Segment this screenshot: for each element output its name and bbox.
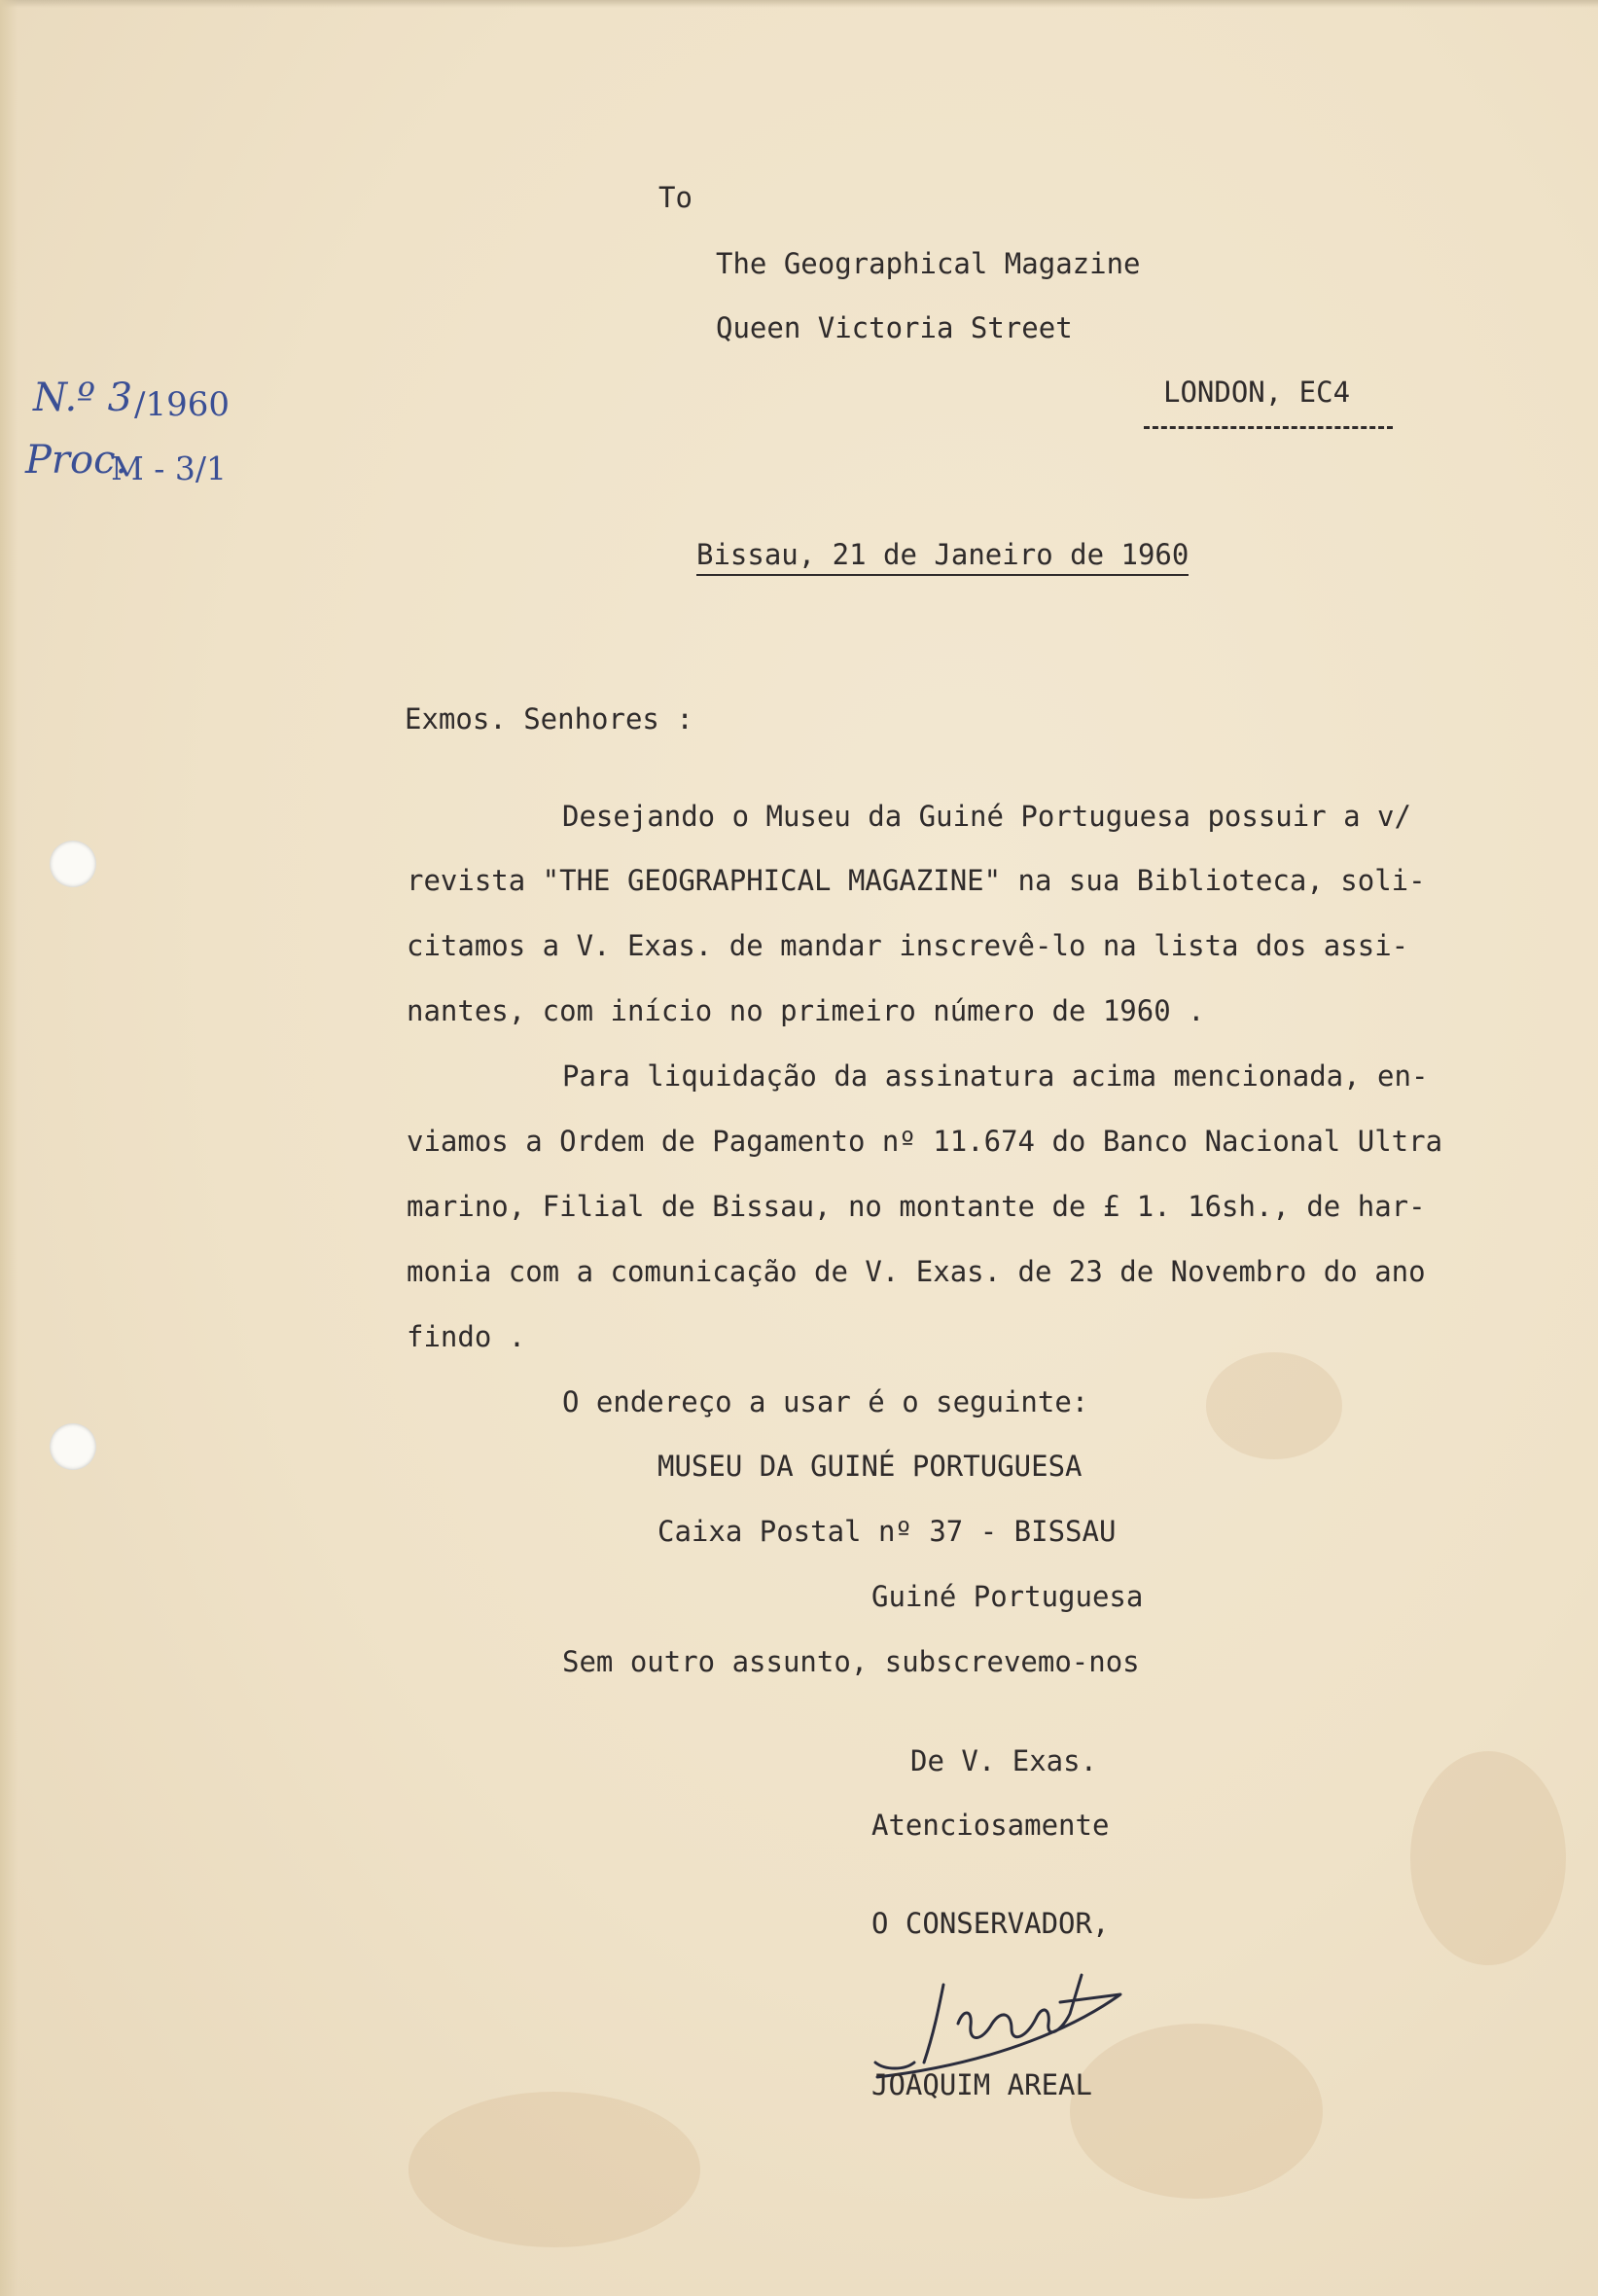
margin-note-year: /1960	[134, 385, 230, 424]
recipient-street: Queen Victoria Street	[716, 311, 1073, 344]
punch-hole-top	[50, 841, 96, 887]
paper-left-edge	[0, 0, 18, 2296]
signoff-line: De V. Exas.	[910, 1744, 1098, 1777]
city-dashed-underline	[1144, 426, 1393, 429]
recipient-to: To	[658, 181, 692, 214]
salutation: Exmos. Senhores :	[405, 702, 693, 735]
signoff-line: Atenciosamente	[871, 1809, 1110, 1842]
body-line: Desejando o Museu da Guiné Portuguesa possuir a v/	[562, 800, 1411, 833]
recipient-name: The Geographical Magazine	[716, 247, 1141, 280]
body-line: revista "THE GEOGRAPHICAL MAGAZINE" na sua Biblioteca, soli-	[407, 864, 1426, 897]
body-line: O endereço a usar é o seguinte:	[562, 1385, 1089, 1418]
paper-stain	[1206, 1352, 1342, 1459]
paper-stain	[1410, 1751, 1566, 1965]
body-line: citamos a V. Exas. de mandar inscrevê-lo na lista dos assi-	[407, 929, 1409, 962]
margin-note-number: N.º 3	[33, 376, 133, 420]
body-line: nantes, com início no primeiro número de 1960 .	[407, 994, 1205, 1027]
address-name: MUSEU DA GUINÉ PORTUGUESA	[657, 1450, 1083, 1483]
date-line: Bissau, 21 de Janeiro de 1960	[696, 538, 1189, 576]
body-line: monia com a comunicação de V. Exas. de 23 de Novembro do ano	[407, 1255, 1426, 1288]
paper-stain	[408, 2092, 700, 2247]
closing-line: Sem outro assunto, subscrevemo-nos	[562, 1645, 1140, 1678]
body-line: Para liquidação da assinatura acima mencionada, en-	[562, 1059, 1429, 1093]
address-country: Guiné Portuguesa	[871, 1580, 1144, 1613]
margin-note-reference: M - 3/1	[111, 449, 228, 487]
signatory-name: JOAQUIM AREAL	[871, 2068, 1092, 2101]
signoff-title: O CONSERVADOR,	[871, 1907, 1110, 1940]
punch-hole-bottom	[50, 1423, 96, 1470]
body-line: marino, Filial de Bissau, no montante de £ 1. 16sh., de har-	[407, 1190, 1426, 1223]
paper-top-edge	[0, 0, 1598, 8]
recipient-city: LONDON, EC4	[1163, 376, 1351, 409]
body-line: viamos a Ordem de Pagamento nº 11.674 do Banco Nacional Ultra	[407, 1125, 1443, 1158]
body-line: findo .	[407, 1320, 526, 1353]
address-postal: Caixa Postal nº 37 - BISSAU	[657, 1515, 1117, 1548]
margin-note-process: Proc.	[25, 438, 128, 483]
